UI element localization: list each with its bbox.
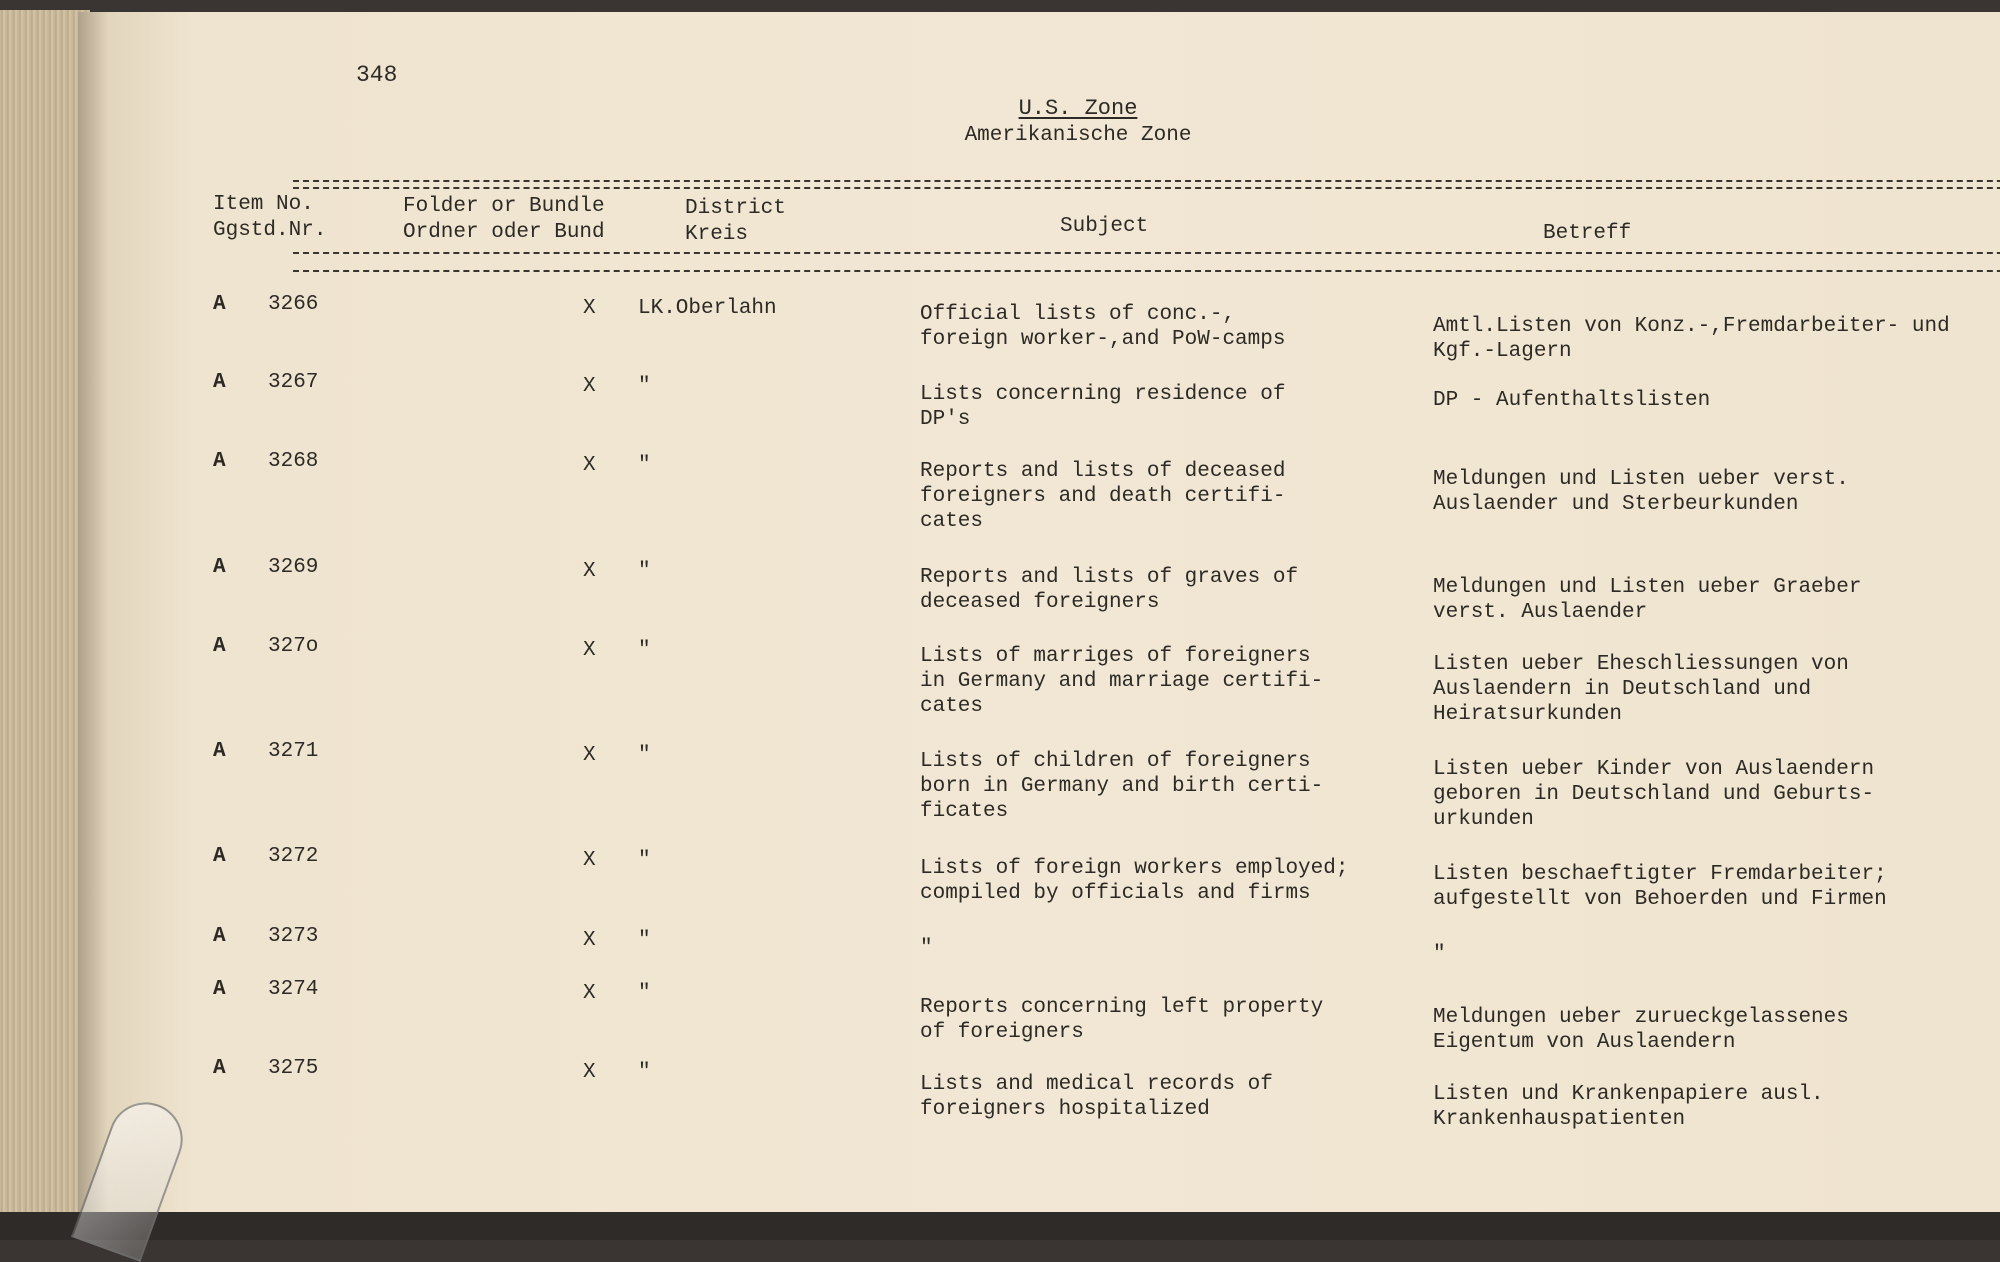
district: " xyxy=(638,454,651,477)
folder-mark: X xyxy=(583,454,596,477)
table-row xyxy=(78,977,2000,1054)
item-letter: A xyxy=(213,740,226,763)
header-district-line2: Kreis xyxy=(685,223,749,246)
item-letter: A xyxy=(213,450,226,473)
header-rule-bottom xyxy=(293,252,2000,254)
table-row xyxy=(78,1056,2000,1131)
header-betreff: Betreff xyxy=(1543,222,1632,245)
header-rule-top xyxy=(293,180,2000,182)
betreff: Meldungen ueber zurueckgelassenes Eigentum von Auslaendern xyxy=(1433,1006,1849,1054)
gutter-shadow xyxy=(78,12,108,1212)
district: " xyxy=(638,849,651,872)
item-letter: A xyxy=(213,635,226,658)
district: " xyxy=(638,982,651,1005)
subject: Lists of children of foreigners born in Germany and birth certi- ficates xyxy=(920,750,1324,823)
betreff: DP - Aufenthaltslisten xyxy=(1433,389,1711,412)
item-letter: A xyxy=(213,293,226,316)
header-district xyxy=(685,196,786,248)
folder-mark: X xyxy=(583,560,596,583)
item-letter: A xyxy=(213,845,226,868)
betreff: Listen beschaeftigter Fremdarbeiter; aufgestellt von Behoerden und Firmen xyxy=(1433,863,1887,911)
table-row xyxy=(78,449,2000,533)
folder-mark: X xyxy=(583,1061,596,1084)
betreff: Meldungen und Listen ueber verst. Auslaender und Sterbeurkunden xyxy=(1433,468,1849,516)
subject: Reports and lists of deceased foreigners and death certifi- cates xyxy=(920,460,1286,533)
header-folder xyxy=(403,194,605,246)
header-subject: Subject xyxy=(1060,215,1149,238)
subject: Lists concerning residence of DP's xyxy=(920,383,1286,431)
folder-mark: X xyxy=(583,982,596,1005)
betreff: Meldungen und Listen ueber Graeber verst. Auslaender xyxy=(1433,576,1862,624)
header-rule-bottom-2 xyxy=(293,270,2000,272)
folder-mark: X xyxy=(583,639,596,662)
betreff: Listen ueber Kinder von Auslaendern geboren in Deutschland und Geburts- urkunden xyxy=(1433,758,1875,831)
item-number: 327o xyxy=(268,635,319,658)
table-row xyxy=(78,924,2000,984)
zone-subtitle: Amerikanische Zone xyxy=(964,124,1192,147)
item-number: 3273 xyxy=(268,925,319,948)
table-row xyxy=(78,634,2000,726)
betreff: Listen ueber Eheschliessungen von Auslaendern in Deutschland und Heiratsurkunden xyxy=(1433,653,1849,726)
subject: Lists of foreign workers employed; compiled by officials and firms xyxy=(920,857,1349,905)
subject: " xyxy=(920,937,933,960)
betreff: Listen und Krankenpapiere ausl. Krankenhauspatienten xyxy=(1433,1083,1824,1131)
page-number: 348 xyxy=(356,62,398,88)
district: " xyxy=(638,929,651,952)
folder-mark: X xyxy=(583,297,596,320)
item-number: 3271 xyxy=(268,740,319,763)
subject: Reports and lists of graves of deceased foreigners xyxy=(920,566,1299,614)
item-letter: A xyxy=(213,978,226,1001)
header-district-line1: District xyxy=(685,197,786,220)
betreff: Amtl.Listen von Konz.-,Fremdarbeiter- und Kgf.-Lagern xyxy=(1433,315,1950,363)
header-rule-top-2 xyxy=(293,187,2000,189)
district: " xyxy=(638,560,651,583)
folder-mark: X xyxy=(583,929,596,952)
subject: Official lists of conc.-, foreign worker-,and PoW-camps xyxy=(920,303,1286,351)
item-letter: A xyxy=(213,371,226,394)
betreff: " xyxy=(1433,943,1446,966)
district: " xyxy=(638,1061,651,1084)
subject: Lists and medical records of foreigners hospitalized xyxy=(920,1073,1273,1121)
table-row xyxy=(78,370,2000,430)
folder-mark: X xyxy=(583,849,596,872)
item-number: 3272 xyxy=(268,845,319,868)
item-letter: A xyxy=(213,1057,226,1080)
zone-title: U.S. Zone xyxy=(1018,96,1138,121)
document-page xyxy=(78,12,2000,1212)
table-row xyxy=(78,739,2000,831)
table-row xyxy=(78,555,2000,624)
district: LK.Oberlahn xyxy=(638,297,777,320)
header-folder-line1: Folder or Bundle xyxy=(403,195,605,218)
item-number: 3275 xyxy=(268,1057,319,1080)
district: " xyxy=(638,375,651,398)
header-item-line1: Item No. xyxy=(213,193,314,216)
district: " xyxy=(638,744,651,767)
item-letter: A xyxy=(213,556,226,579)
item-number: 3268 xyxy=(268,450,319,473)
folder-mark: X xyxy=(583,744,596,767)
item-letter: A xyxy=(213,925,226,948)
header-folder-line2: Ordner oder Bund xyxy=(403,221,605,244)
scan-background xyxy=(0,1212,2000,1240)
subject: Reports concerning left property of foreigners xyxy=(920,996,1324,1044)
table-row xyxy=(78,844,2000,911)
folder-mark: X xyxy=(583,375,596,398)
page-edges xyxy=(0,10,90,1220)
header-item xyxy=(213,192,326,244)
item-number: 3269 xyxy=(268,556,319,579)
header-item-line2: Ggstd.Nr. xyxy=(213,219,327,242)
table-row xyxy=(78,292,2000,363)
item-number: 3274 xyxy=(268,978,319,1001)
subject: Lists of marriges of foreigners in Germany and marriage certifi- cates xyxy=(920,645,1324,718)
item-number: 3266 xyxy=(268,293,319,316)
district: " xyxy=(638,639,651,662)
item-number: 3267 xyxy=(268,371,319,394)
